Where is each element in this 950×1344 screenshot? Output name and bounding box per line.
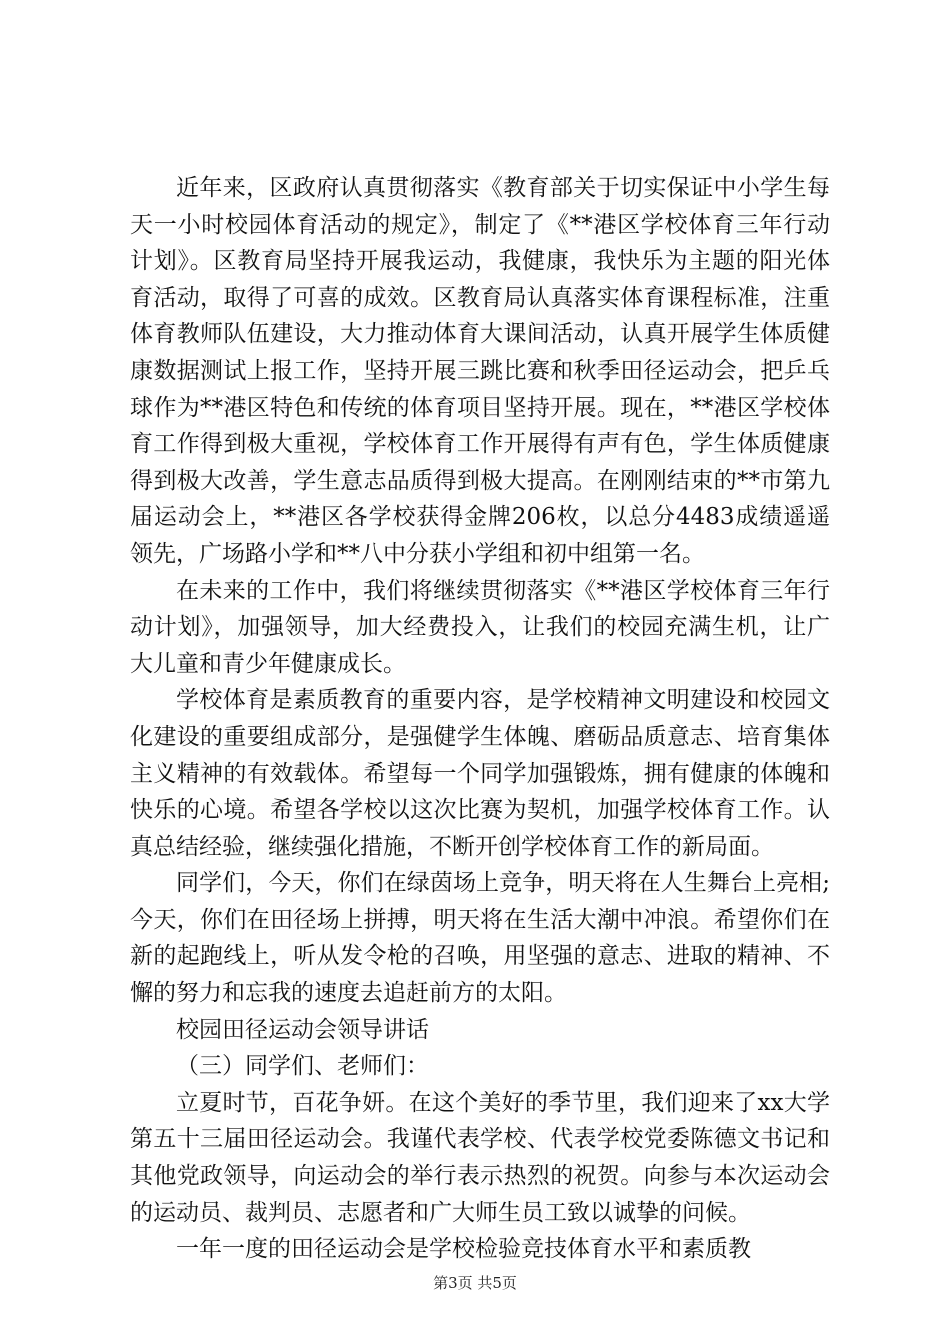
section-heading: 校园田径运动会领导讲话: [176, 1016, 429, 1043]
paragraph-district-achievements: 近年来，区政府认真贯彻落实《教育部关于切实保证中小学生每天一小时校园体育活动的规定》，制定了《**港区学校体育三年行动计划》。区教育局坚持开展我运动，我健康，我快乐为主题的阳光体育活动，取得了可喜的成效。区教育局认真落实体育课程标准，注重体育教师队伍建设，大力推动体育大课间活动，认真开展学生体质健康数据测试上报工作，坚持开展三跳比赛和秋季田径运动会，把乒乓球作为**港区特色和传统的体育项目坚持开展。现在，**港区学校体育工作得到极大重视，学校体育工作开展得有声有色，学生体质健康得到极大改善，学生意志品质得到极大提高。在刚刚结束的**市第九届运动会上，**港区各学校获得金牌206枚，以总分4483成绩遥遥领先，广场路小学和**八中分获小学组和初中组第一名。: [130, 175, 830, 567]
paragraph-future-work: 在未来的工作中，我们将继续贯彻落实《**港区学校体育三年行动计划》，加强领导，加大经费投入，让我们的校园充满生机，让广大儿童和青少年健康成长。: [130, 577, 830, 677]
paragraph-opening-greetings: 立夏时节，百花争妍。在这个美好的季节里，我们迎来了xx大学第五十三届田径运动会。我谨代表学校、代表学校党委陈德文书记和其他党政领导，向运动会的举行表示热烈的祝贺。向参与本次运动会的运动员、裁判员、志愿者和广大师生员工致以诚挚的问候。: [130, 1089, 830, 1226]
document-body: [130, 170, 830, 1268]
paragraph-annual-meet: 一年一度的田径运动会是学校检验竞技体育水平和素质教: [176, 1236, 751, 1263]
salutation: （三）同学们、老师们：: [176, 1053, 429, 1080]
page-footer: 第3页 共5页: [433, 1274, 517, 1292]
paragraph-students-encouragement: 同学们，今天，你们在绿茵场上竞争，明天将在人生舞台上亮相;今天，你们在田径场上拼搏，明天将在生活大潮中冲浪。希望你们在新的起跑线上，听从发令枪的召唤，用坚强的意志、进取的精神、不懈的努力和忘我的速度去追赶前方的太阳。: [130, 870, 830, 1007]
paragraph-school-sports-importance: 学校体育是素质教育的重要内容，是学校精神文明建设和校园文化建设的重要组成部分，是强健学生体魄、磨砺品质意志、培育集体主义精神的有效载体。希望每一个同学加强锻炼，拥有健康的体魄和快乐的心境。希望各学校以这次比赛为契机，加强学校体育工作。认真总结经验，继续强化措施，不断开创学校体育工作的新局面。: [130, 687, 830, 860]
